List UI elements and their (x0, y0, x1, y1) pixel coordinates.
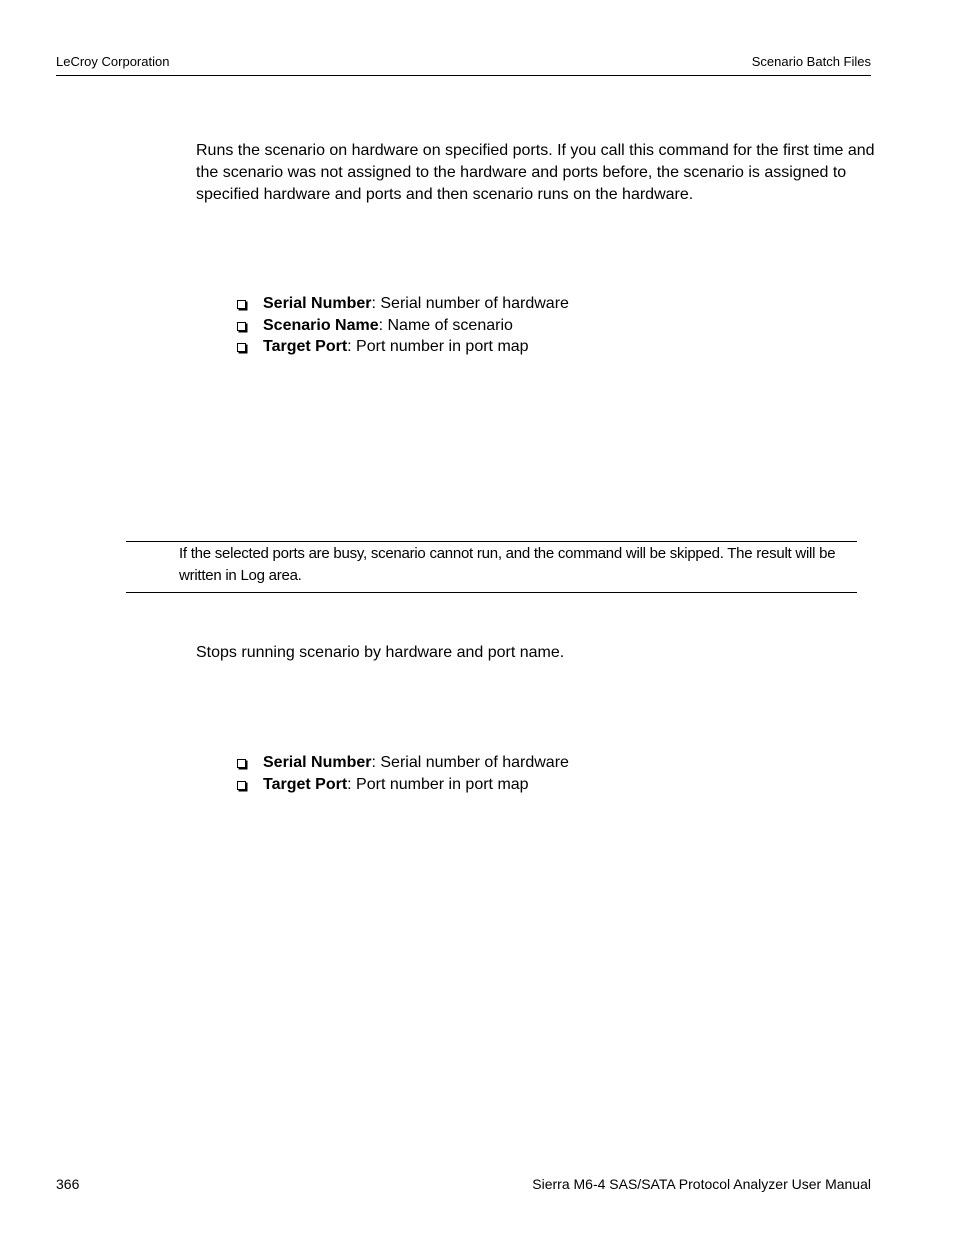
checkbox-bullet-icon (237, 322, 246, 331)
parameter-term: Serial Number (263, 295, 372, 312)
checkbox-bullet-icon (237, 759, 246, 768)
parameter-term: Target Port (263, 338, 348, 355)
parameter-term: Scenario Name (263, 316, 379, 334)
list-item (237, 315, 569, 337)
parameter-term: Serial Number (263, 754, 372, 771)
run-command-parameter-list (237, 293, 569, 358)
parameter-term: Target Port (263, 775, 348, 793)
parameter-text: : Name of scenario (378, 316, 513, 334)
list-item (237, 774, 569, 796)
note-top-rule (126, 541, 857, 542)
parameter-text: : Port number in port map (347, 775, 529, 793)
stop-command-description: Stops running scenario by hardware and port name. (196, 644, 565, 661)
page-number: 366 (56, 1176, 80, 1192)
stop-command-parameter-list (237, 752, 569, 795)
page-footer (56, 1176, 871, 1198)
list-item (237, 752, 569, 774)
checkbox-bullet-icon (237, 300, 246, 309)
checkbox-bullet-icon (237, 343, 246, 352)
note-text: If the selected ports are busy, scenario cannot run, and the command will be skipped. The result will be written in Log area. (179, 545, 836, 584)
checkbox-bullet-icon (237, 781, 246, 790)
run-command-description: Runs the scenario on hardware on specified ports. If you call this command for the first time and the scenario was not assigned to the hardware and ports before, the scenario is assigned to specified hardware and ports and then scenario runs on the hardware. (196, 142, 875, 203)
parameter-text: : Serial number of hardware (371, 295, 569, 312)
page-header (56, 53, 871, 76)
list-item (237, 293, 569, 315)
manual-title: Sierra M6-4 SAS/SATA Protocol Analyzer User Manual (532, 1176, 871, 1192)
note-bottom-rule (126, 592, 857, 593)
parameter-text: : Serial number of hardware (371, 754, 569, 771)
header-section-title: Scenario Batch Files (751, 54, 871, 69)
header-company: LeCroy Corporation (56, 54, 170, 69)
list-item (237, 336, 569, 358)
parameter-text: : Port number in port map (347, 338, 529, 355)
